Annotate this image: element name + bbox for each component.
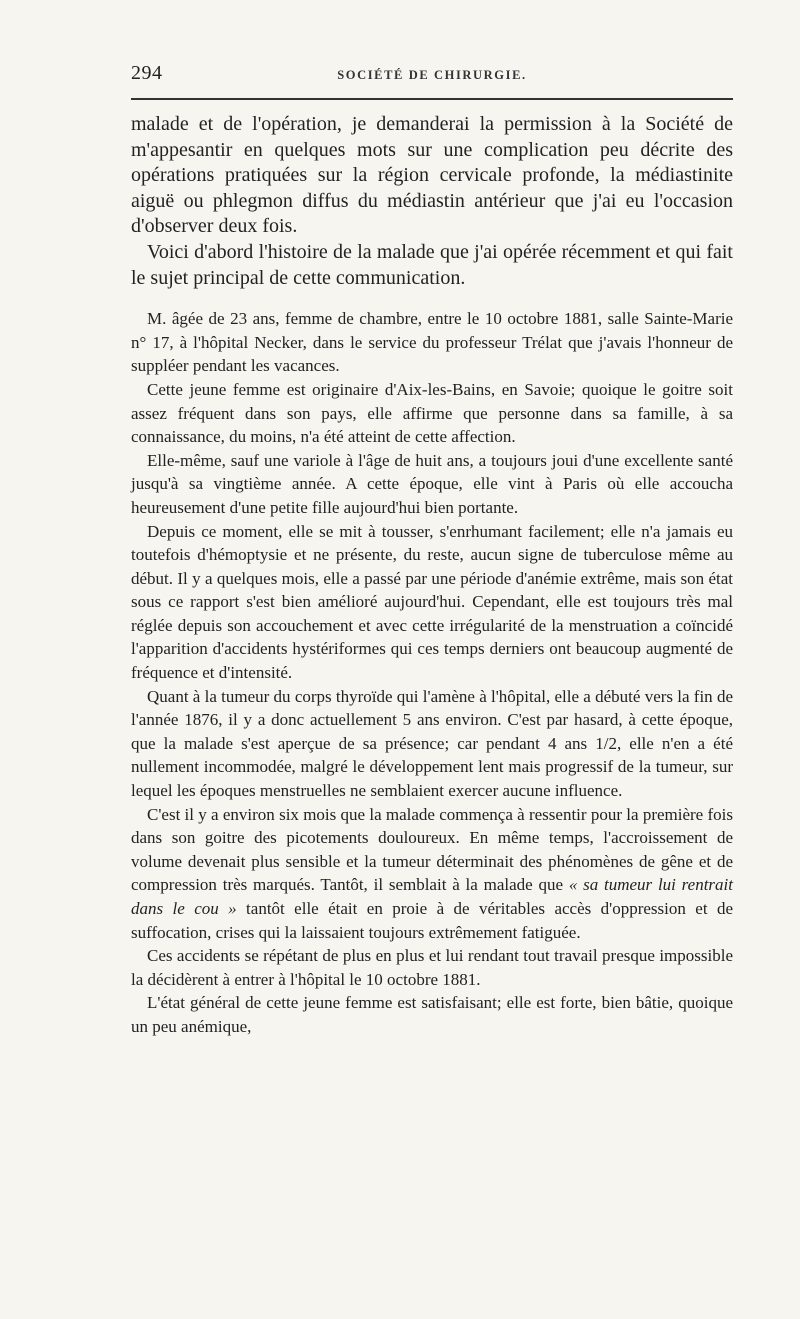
body-text — [131, 112, 733, 1039]
page-number: 294 — [131, 62, 163, 84]
page-header — [131, 62, 733, 92]
case-paragraph: M. âgée de 23 ans, femme de chambre, entre le 10 octobre 1881, salle Sainte-Marie n° 17, à l'hôpital Necker, dans le service du professeur Trélat que j'avais l'honneur de suppléer pendant les vacances. — [131, 309, 733, 376]
intro-paragraph: Voici d'abord l'histoire de la malade que j'ai opérée récemment et qui fait le sujet principal de cette communication. — [131, 240, 733, 289]
case-text: C'est il y a environ six mois que la malade commença à ressentir pour la première fois dans son goitre des picotements douloureux. En même temps, l'accroissement de volume devenait plus sensible et la tumeur déterminait des phénomènes de gêne et de compression très marqués. Tantôt, il semblait à la malade que — [131, 804, 733, 895]
intro-section — [131, 112, 733, 291]
case-text: tantôt elle était en proie à de véritables accès d'oppression et de suffocation, crises qui la laissaient toujours extrêmement fatiguée. — [131, 899, 734, 942]
case-paragraph: Ces accidents se répétant de plus en plus et lui rendant tout travail presque impossible la décidèrent à entrer à l'hôpital le 10 octobre 1881. — [131, 946, 733, 989]
case-paragraph: Cette jeune femme est originaire d'Aix-les-Bains, en Savoie; quoique le goitre soit assez fréquent dans son pays, elle affirme que personne dans sa famille, à sa connaissance, du moins, n'a été atteint de cette affection. — [131, 379, 733, 447]
patient-quote: « sa tumeur lui rentrait dans le cou » — [131, 875, 733, 918]
header-rule — [131, 98, 733, 100]
case-paragraph: Depuis ce moment, elle se mit à tousser, s'enrhumant facilement; elle n'a jamais eu toutefois d'hémoptysie et ne présente, du reste, aucun signe de tuberculose même au début. Il y a quelques mois, elle a passé par une période d'anémie extrême, mais son état sous ce rapport s'est bien amélioré aujourd'hui. Cependant, elle est toujours très mal réglée depuis son accouchement et avec cette irrégularité de la menstruation a coïncidé l'apparition d'accidents hystériformes qui ces temps derniers ont beaucoup augmenté de fréquence et d'intensité. — [131, 521, 733, 683]
case-paragraph: Quant à la tumeur du corps thyroïde qui l'amène à l'hôpital, elle a débuté vers la fin de l'année 1876, il y a donc actuellement 5 ans environ. C'est par hasard, à cette époque, que la malade s'est aperçue de sa présence; car pendant 4 ans 1/2, elle n'en a été nullement incommodée, malgré le développement lent mais progressif de la tumeur, sur lequel les époques menstruelles ne semblaient exercer aucune influence. — [131, 686, 733, 801]
case-paragraph — [131, 803, 733, 945]
intro-paragraph: malade et de l'opération, je demanderai la permission à la Société de m'appesantir en quelques mots sur une complication peu décrite des opérations pratiquées sur la région cervicale profonde, la médiastinite aiguë ou phlegmon diffus du médiastin antérieur que j'ai eu l'occasion d'observer deux fois. — [131, 113, 733, 238]
case-paragraph: L'état général de cette jeune femme est satisfaisant; elle est forte, bien bâtie, quoique un peu anémique, — [131, 993, 733, 1036]
case-report — [131, 307, 733, 1038]
case-paragraph: Elle-même, sauf une variole à l'âge de huit ans, a toujours joui d'une excellente santé jusqu'à sa vingtième année. A cette époque, elle vint à Paris où elle accoucha heureusement d'une petite fille aujourd'hui bien portante. — [131, 450, 733, 517]
running-title: SOCIÉTÉ DE CHIRURGIE. — [337, 68, 527, 82]
